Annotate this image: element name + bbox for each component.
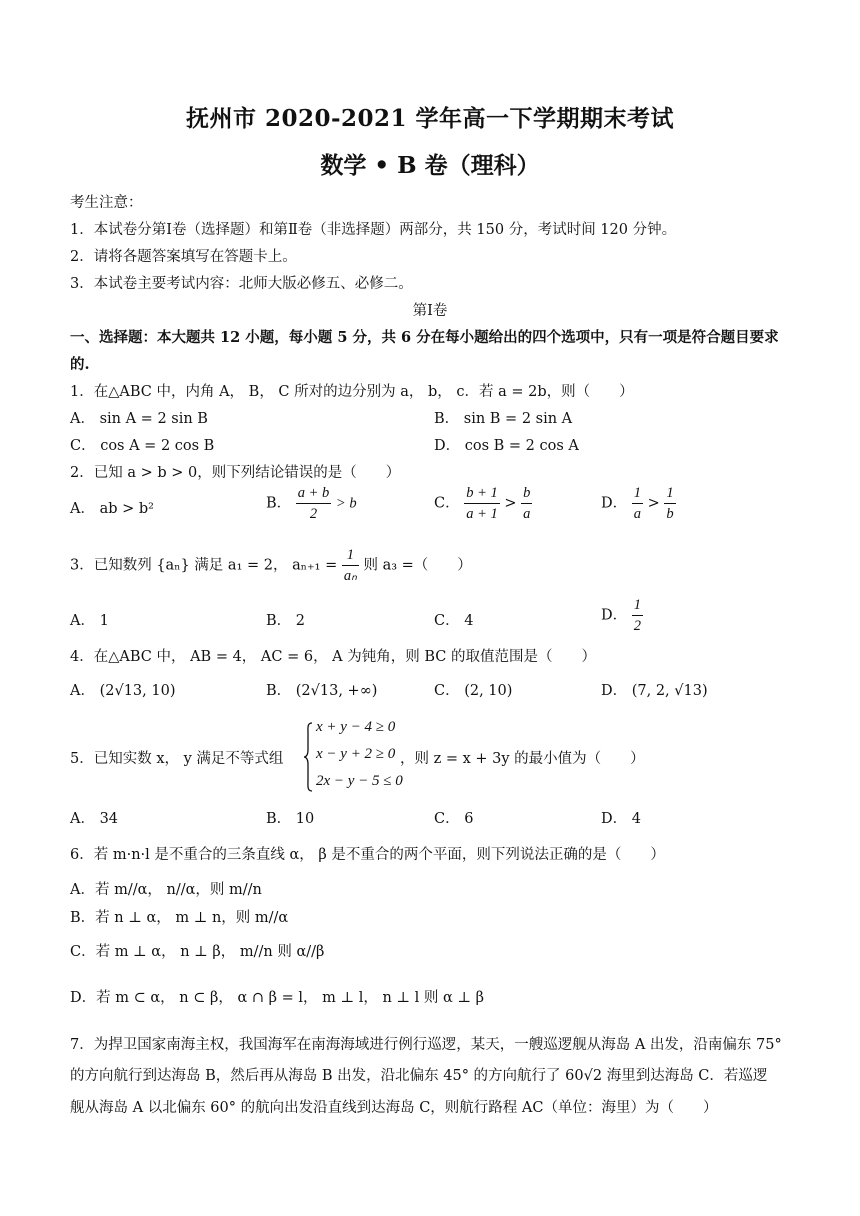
q2-option-b-label: B． <box>266 495 292 512</box>
numerator: b + 1 <box>464 483 500 504</box>
q5-constraint-2: x − y + 2 ≥ 0 <box>316 746 396 762</box>
numerator: b <box>521 483 532 504</box>
numerator: 1 <box>632 483 643 504</box>
numerator: 1 <box>342 545 359 566</box>
fraction <box>632 483 643 524</box>
fraction <box>664 483 675 524</box>
q7-line-1: 7．为捍卫国家南海主权，我国海军在南海海域进行例行巡逻，某天，一艘巡逻舰从海岛 A 出发，沿南偏东 75° <box>70 1037 782 1053</box>
denominator: 2 <box>309 506 318 522</box>
q1-option-c[interactable]: C． cos A = 2 cos B <box>70 438 215 454</box>
q5-option-b[interactable]: B． 10 <box>266 811 315 827</box>
q2-option-c-label: C． <box>434 495 460 512</box>
q4-option-a[interactable]: A． (2√13, 10) <box>70 683 176 699</box>
q3-option-c[interactable]: C． 4 <box>434 613 474 629</box>
q5-constraint-3: 2x − y − 5 ≤ 0 <box>316 773 403 789</box>
fraction <box>632 595 643 636</box>
numerator: a + b <box>296 483 332 504</box>
q2-option-d-label: D． <box>601 495 628 512</box>
notice-item-1: 1．本试卷分第Ⅰ卷（选择题）和第Ⅱ卷（非选择题）两部分，共 150 分，考试时间 120 分钟。 <box>70 222 677 238</box>
q1-option-d[interactable]: D． cos B = 2 cos A <box>434 438 579 454</box>
fraction <box>521 483 532 524</box>
q2-option-c[interactable] <box>434 483 532 524</box>
q5-option-a[interactable]: A． 34 <box>70 811 119 827</box>
q7-line-2: 的方向航行到达海岛 B，然后再从海岛 B 出发，沿北偏东 45° 的方向航行了 60√2 海里到达海岛 C．若巡逻 <box>70 1068 768 1084</box>
inequality-sign: > <box>504 495 517 512</box>
notice-item-3: 3．本试卷主要考试内容：北师大版必修五、必修二。 <box>70 276 413 292</box>
section-heading-cont: 的. <box>70 356 90 373</box>
q3-stem <box>70 545 472 586</box>
q4-stem: 4．在△ABC 中， AB = 4， AC = 6， A 为钝角，则 BC 的取值范围是（ ） <box>70 649 596 665</box>
q4-option-b[interactable]: B． (2√13, +∞) <box>266 683 378 699</box>
denominator: 2 <box>633 618 641 634</box>
denominator: aₙ <box>343 568 357 584</box>
exam-title: 抚州市 2020-2021 学年高一下学期期末考试 <box>185 105 675 132</box>
q5-stem-post: ，则 z = x + 3y 的最小值为（ ） <box>400 751 645 767</box>
q1-option-a[interactable]: A． sin A = 2 sin B <box>70 411 208 427</box>
q3-option-d[interactable] <box>601 595 643 636</box>
q3-option-a[interactable]: A． 1 <box>70 613 109 629</box>
q1-stem: 1．在△ABC 中，内角 A， B， C 所对的边分别为 a， b， c．若 a = 2b，则（ ） <box>70 384 634 400</box>
numerator: 1 <box>632 595 643 616</box>
q6-stem: 6．若 m·n·l 是不重合的三条直线 α， β 是不重合的两个平面，则下列说法正确的是（ ） <box>70 847 665 863</box>
q5-option-c[interactable]: C． 6 <box>434 811 474 827</box>
denominator: a + 1 <box>466 506 498 522</box>
q4-option-d[interactable]: D． (7, 2, √13) <box>601 683 708 699</box>
q6-option-d[interactable]: D．若 m ⊂ α， n ⊂ β， α ∩ β = l， m ⊥ l， n ⊥ l 则 α ⊥ β <box>70 990 485 1006</box>
q2-stem: 2．已知 a > b > 0，则下列结论错误的是（ ） <box>70 465 401 481</box>
q6-option-c[interactable]: C．若 m ⊥ α， n ⊥ β， m//n 则 α//β <box>70 944 325 960</box>
denominator: b <box>666 506 674 522</box>
fraction <box>296 483 332 524</box>
denominator: a <box>633 506 641 522</box>
q5-stem-pre: 5．已知实数 x， y 满足不等式组 <box>70 751 284 767</box>
inequality-rest: > b <box>335 495 357 512</box>
q7-line-3: 舰从海岛 A 以北偏东 60° 的航向出发沿直线到达海岛 C，则航行路程 AC（单位：海里）为（ ） <box>70 1100 718 1116</box>
section-heading: 一、选择题：本大题共 12 小题，每小题 5 分，共 6 分在每小题给出的四个选项中，只有一项是符合题目要求 <box>70 329 779 346</box>
fraction <box>342 545 359 586</box>
q5-constraint-1: x + y − 4 ≥ 0 <box>316 719 396 735</box>
numerator: 1 <box>664 483 675 504</box>
q1-option-b[interactable]: B． sin B = 2 sin A <box>434 411 573 427</box>
q4-option-c[interactable]: C． (2, 10) <box>434 683 513 699</box>
inequality-sign: > <box>647 495 660 512</box>
left-brace-icon <box>303 722 313 792</box>
part-label: 第Ⅰ卷 <box>412 303 448 319</box>
notice-item-2: 2．请将各题答案填写在答题卡上。 <box>70 249 297 265</box>
q6-option-a[interactable]: A．若 m//α， n//α，则 m//n <box>70 882 262 898</box>
q3-stem-pre: 3．已知数列 {aₙ} 满足 a₁ = 2， aₙ₊₁ = <box>70 557 338 574</box>
q3-stem-post: 则 a₃ =（ ） <box>363 557 472 574</box>
q3-option-b[interactable]: B． 2 <box>266 613 305 629</box>
notice-heading: 考生注意： <box>70 195 143 211</box>
q2-option-b[interactable] <box>266 483 357 524</box>
exam-subtitle: 数学 • B 卷（理科） <box>320 152 540 179</box>
fraction <box>464 483 500 524</box>
q2-option-d[interactable] <box>601 483 676 524</box>
q3-option-d-label: D． <box>601 607 628 624</box>
q6-option-b[interactable]: B．若 n ⊥ α， m ⊥ n，则 m//α <box>70 910 289 926</box>
q5-option-d[interactable]: D． 4 <box>601 811 641 827</box>
q2-option-a[interactable]: A． ab > b² <box>70 501 154 517</box>
denominator: a <box>523 506 531 522</box>
